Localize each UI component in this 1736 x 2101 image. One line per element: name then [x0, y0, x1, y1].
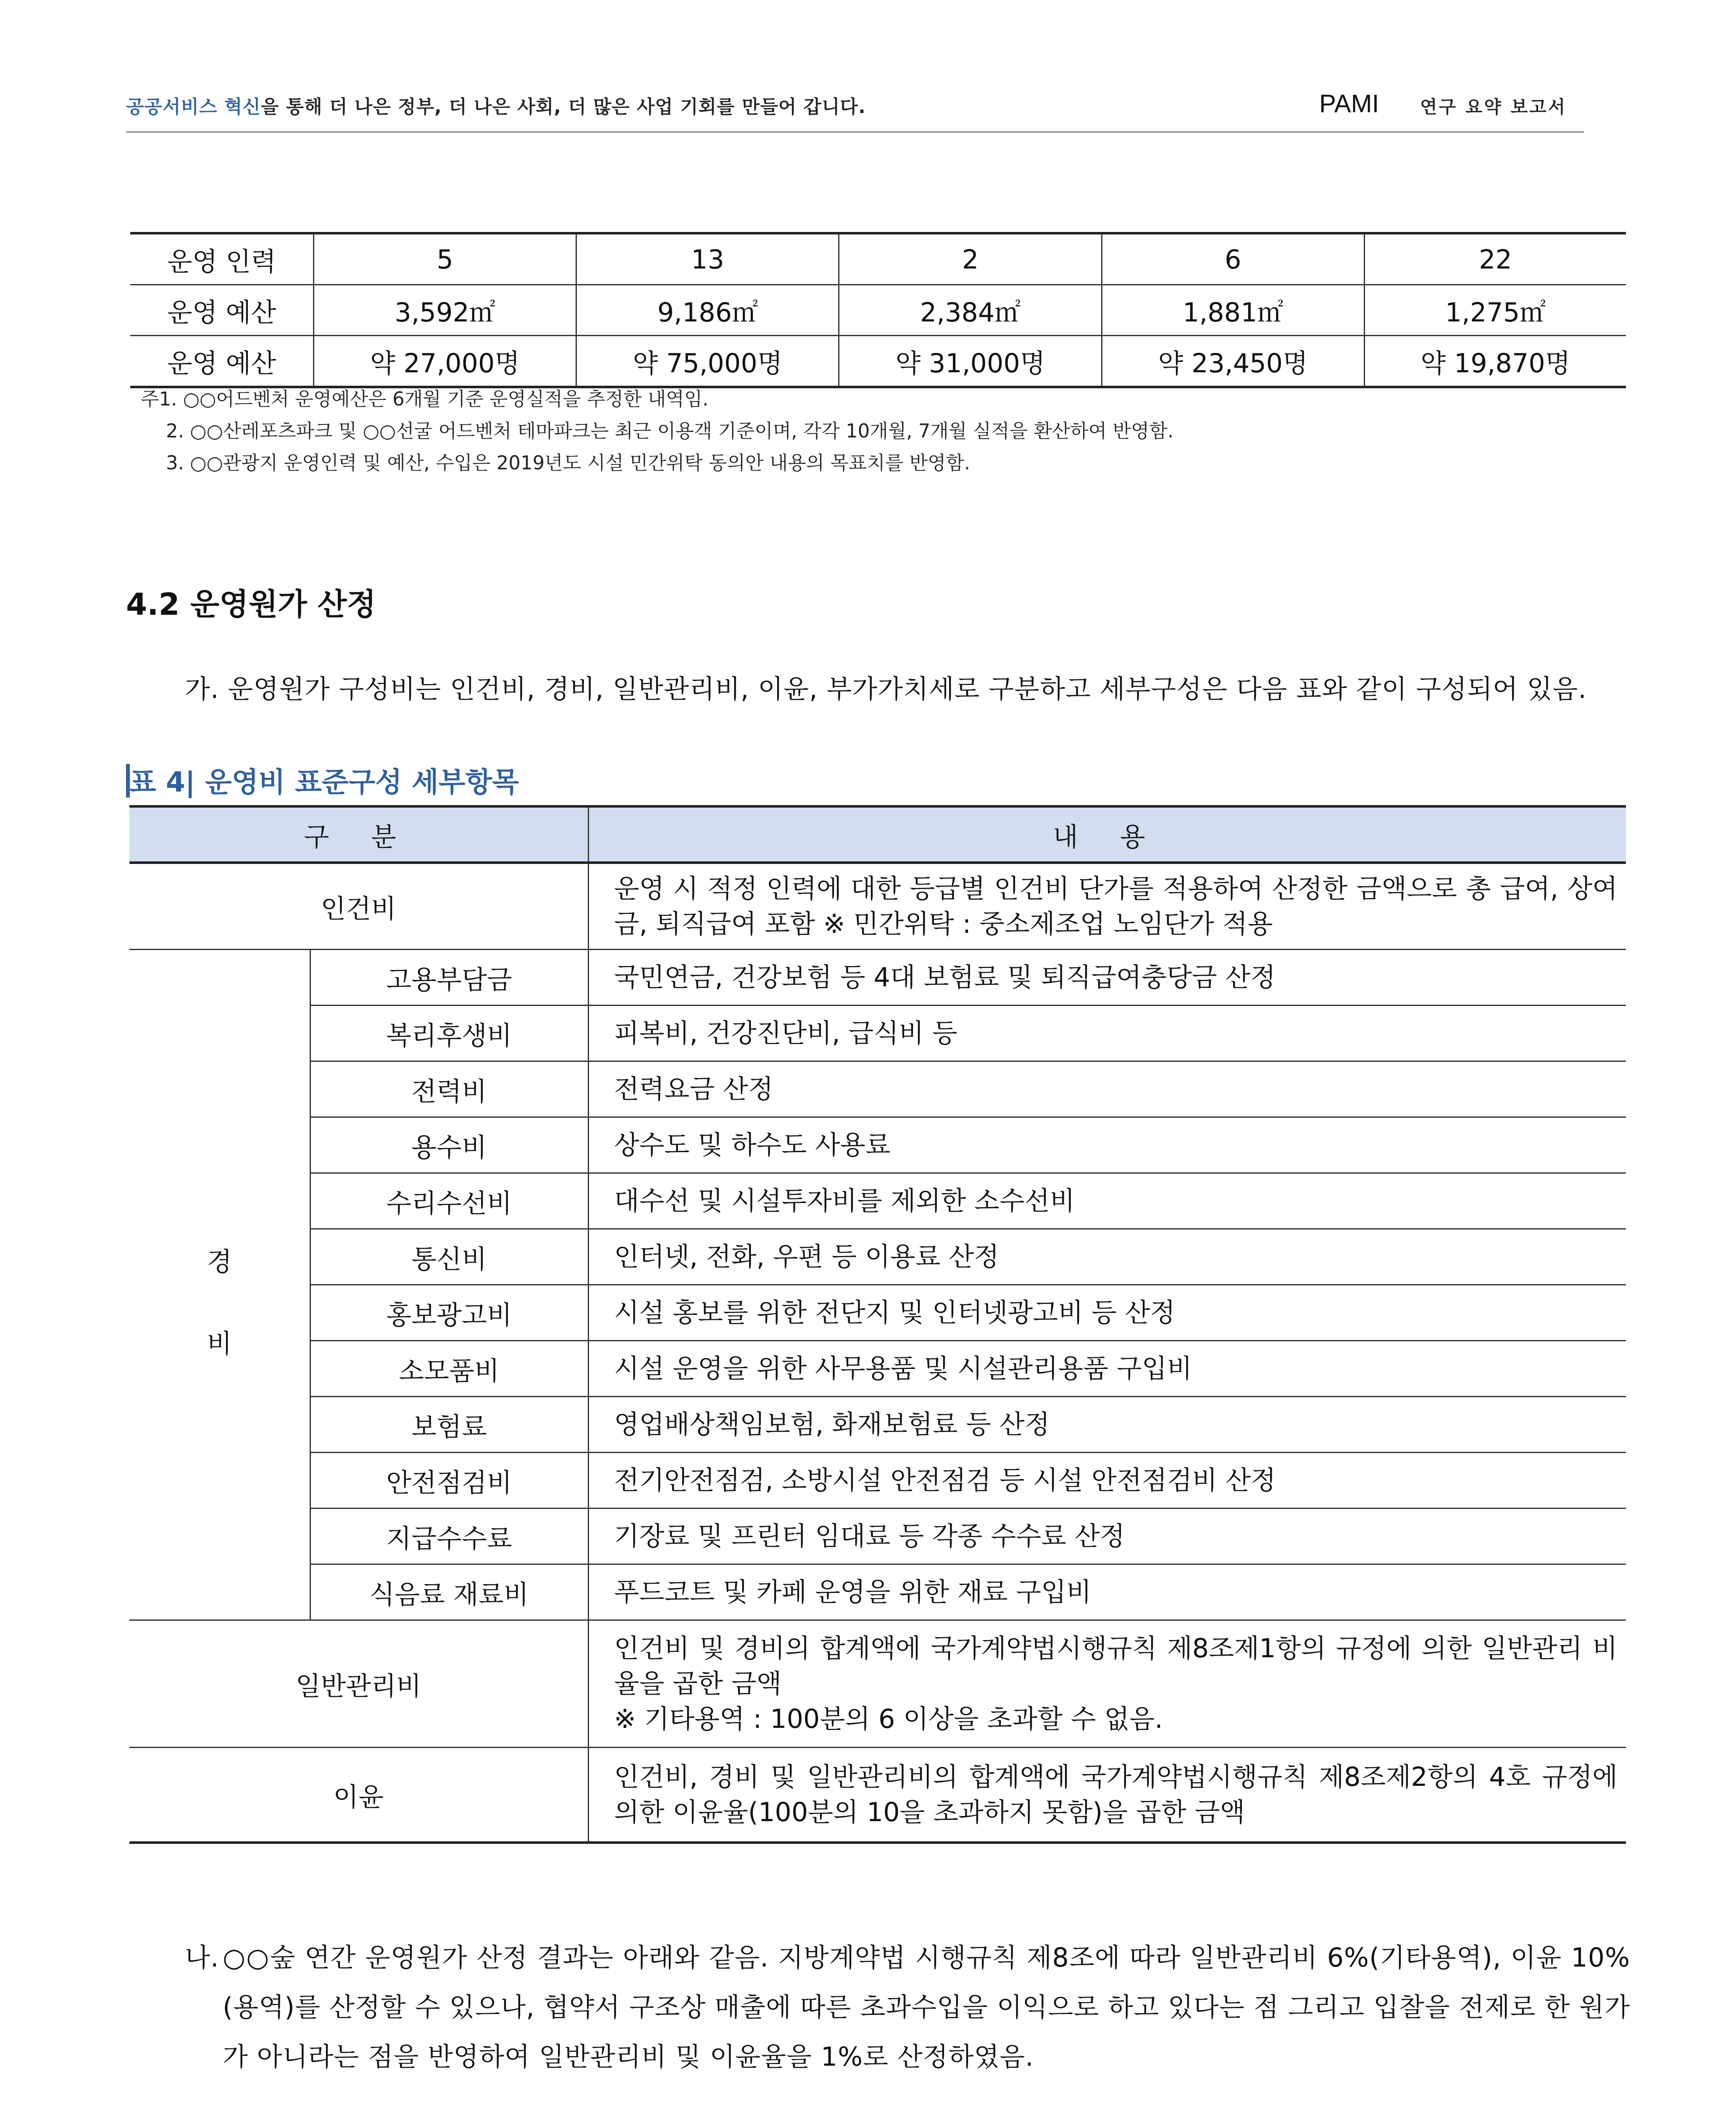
- table-row: [129, 1748, 1626, 1843]
- table-cell: 약 75,000명: [576, 336, 839, 387]
- table-cell: 1,881㎡: [1102, 285, 1364, 336]
- expense-item: 홍보광고비: [310, 1285, 588, 1341]
- row-label: 운영 예산: [130, 285, 314, 336]
- expense-item: 전력비: [310, 1061, 588, 1117]
- expense-text: 시설 홍보를 위한 전단지 및 인터넷광고비 등 산정: [588, 1285, 1626, 1341]
- table-row: [129, 1509, 1626, 1564]
- table-cell: 약 27,000명: [314, 336, 576, 387]
- overhead-label: 일반관리비: [129, 1620, 588, 1748]
- note-line: 2. ○○산레포츠파크 및 ○○선굴 어드벤처 테마파크는 최근 이용객 기준이며, 각각 10개월, 7개월 실적을 환산하여 반영함.: [166, 420, 1174, 442]
- profit-text: 인건비, 경비 및 일반관리비의 합계액에 국가계약법시행규칙 제8조제2항의 4호 규정에 의한 이윤율(100분의 10을 초과하지 못함)을 곱한 금액: [588, 1748, 1626, 1843]
- table-row: [130, 285, 1626, 336]
- labor-text: 운영 시 적정 인력에 대한 등급별 인건비 단가를 적용하여 산정한 금액으로 총 급여, 상여금, 퇴직급여 포함 ※ 민간위탁 : 중소제조업 노임단가 적용: [588, 863, 1626, 950]
- expense-text: 기장료 및 프린터 임대료 등 각종 수수료 산정: [588, 1509, 1626, 1564]
- table-cell: 약 31,000명: [839, 336, 1102, 387]
- table-row: [129, 1006, 1626, 1061]
- expense-text: 전기안전점검, 소방시설 안전점검 등 시설 안전점검비 산정: [588, 1453, 1626, 1509]
- table-cell: 약 23,450명: [1102, 336, 1364, 387]
- section-title: 4.2 운영원가 산정: [126, 587, 376, 622]
- expense-item: 보험료: [310, 1397, 588, 1453]
- expense-text: 상수도 및 하수도 사용료: [588, 1117, 1626, 1173]
- table-row: [130, 336, 1626, 387]
- table-cell: 2: [839, 233, 1102, 285]
- table-row: [129, 1229, 1626, 1285]
- table-row: [129, 1397, 1626, 1453]
- table-row: [129, 1117, 1626, 1173]
- profit-label: 이윤: [129, 1748, 588, 1843]
- table-row: [129, 1285, 1626, 1341]
- table-cell: 6: [1102, 233, 1364, 285]
- expense-item: 소모품비: [310, 1341, 588, 1397]
- expense-item: 복리후생비: [310, 1006, 588, 1061]
- note-line: 3. ○○관광지 운영인력 및 예산, 수입은 2019년도 시설 민간위탁 동의안 내용의 목표치를 반영함.: [166, 452, 971, 474]
- table-cell: 2,384㎡: [839, 285, 1102, 336]
- expense-item: 수리수선비: [310, 1173, 588, 1229]
- expense-item: 용수비: [310, 1117, 588, 1173]
- overhead-text: [588, 1620, 1626, 1748]
- table-row: [129, 1341, 1626, 1397]
- row-label: 운영 예산: [130, 336, 314, 387]
- labor-label: 인건비: [129, 863, 588, 950]
- expense-item: 고용부담금: [310, 950, 588, 1006]
- expense-label-2: 비: [207, 1328, 232, 1359]
- table-row: [129, 950, 1626, 1006]
- table-cell: 약 19,870명: [1364, 336, 1626, 387]
- header-brand: PAMI: [1319, 90, 1379, 118]
- table-cell: 3,592㎡: [314, 285, 576, 336]
- paragraph-b: [185, 1933, 1630, 2082]
- header-content: 내 용: [588, 806, 1626, 863]
- expense-text: 영업배상책임보험, 화재보험료 등 산정: [588, 1397, 1626, 1453]
- table-caption: 표 4| 운영비 표준구성 세부항목: [129, 766, 519, 798]
- expense-text: 푸드코트 및 카페 운영을 위한 재료 구입비: [588, 1564, 1626, 1620]
- expense-text: 인터넷, 전화, 우편 등 이용료 산정: [588, 1229, 1626, 1285]
- expense-item: 지급수수료: [310, 1509, 588, 1564]
- expense-text: 전력요금 산정: [588, 1061, 1626, 1117]
- table-row: [129, 1620, 1626, 1748]
- table-cell: 5: [314, 233, 576, 285]
- expense-text: 시설 운영을 위한 사무용품 및 시설관리용품 구입비: [588, 1341, 1626, 1397]
- operations-table: [130, 232, 1626, 388]
- table-row: [130, 233, 1626, 285]
- expense-item: 식음료 재료비: [310, 1564, 588, 1620]
- table-row: [129, 1453, 1626, 1509]
- paragraph-b-lead: 나.: [185, 1942, 219, 1973]
- expense-text: 피복비, 건강진단비, 급식비 등: [588, 1006, 1626, 1061]
- expense-label-1: 경: [207, 1246, 232, 1277]
- overhead-text-2: ※ 기타용역 : 100분의 6 이상을 초과할 수 없음.: [614, 1703, 1163, 1734]
- slogan-rest: 을 통해 더 나은 정부, 더 나은 사회, 더 많은 사업 기회를 만들어 갑니다.: [260, 96, 866, 118]
- table-row: [129, 863, 1626, 950]
- table-row: [129, 1061, 1626, 1117]
- expense-text: 대수선 및 시설투자비를 제외한 소수선비: [588, 1173, 1626, 1229]
- expense-group-label: [129, 950, 310, 1620]
- header-report-type: 연구 요약 보고서: [1420, 97, 1567, 117]
- header-category: 구 분: [129, 806, 588, 863]
- table-cell: 1,275㎡: [1364, 285, 1626, 336]
- table-header-row: [129, 806, 1626, 863]
- table-cell: 13: [576, 233, 839, 285]
- expense-text: 국민연금, 건강보험 등 4대 보험료 및 퇴직급여충당금 산정: [588, 950, 1626, 1006]
- note-line: 주1. ○○어드벤처 운영예산은 6개월 기준 운영실적을 추정한 내역임.: [141, 388, 709, 410]
- row-label: 운영 인력: [130, 233, 314, 285]
- header-divider: [126, 131, 1584, 133]
- table-row: [129, 1564, 1626, 1620]
- cost-structure-table: [129, 805, 1626, 1844]
- table-cell: 22: [1364, 233, 1626, 285]
- paragraph-b-text: ○○숲 연간 운영원가 산정 결과는 아래와 같음. 지방계약법 시행규칙 제8조에 따라 일반관리비 6%(기타용역), 이윤 10%(용역)를 산정할 수 있으나, 협약서 구조상 매출에 따른 초과수입을 이익으로 하고 있다는 점 그리고 입찰을 전제로 한 원가가 아니라는 점을 반영하여 일반관리비 및 이윤율을 1%로 산정하였음.: [223, 1942, 1630, 2072]
- header-slogan: [126, 92, 866, 118]
- overhead-text-1: 인건비 및 경비의 합계액에 국가계약법시행규칙 제8조제1항의 규정에 의한 일반관리 비율을 곱한 금액: [614, 1633, 1618, 1699]
- table-row: [129, 1173, 1626, 1229]
- expense-item: 통신비: [310, 1229, 588, 1285]
- paragraph-a: 가. 운영원가 구성비는 인건비, 경비, 일반관리비, 이윤, 부가가치세로 구분하고 세부구성은 다음 표와 같이 구성되어 있음.: [185, 674, 1587, 704]
- table-notes: [141, 383, 1173, 479]
- expense-item: 안전점검비: [310, 1453, 588, 1509]
- slogan-highlight: 공공서비스 혁신: [126, 96, 261, 118]
- table-cell: 9,186㎡: [576, 285, 839, 336]
